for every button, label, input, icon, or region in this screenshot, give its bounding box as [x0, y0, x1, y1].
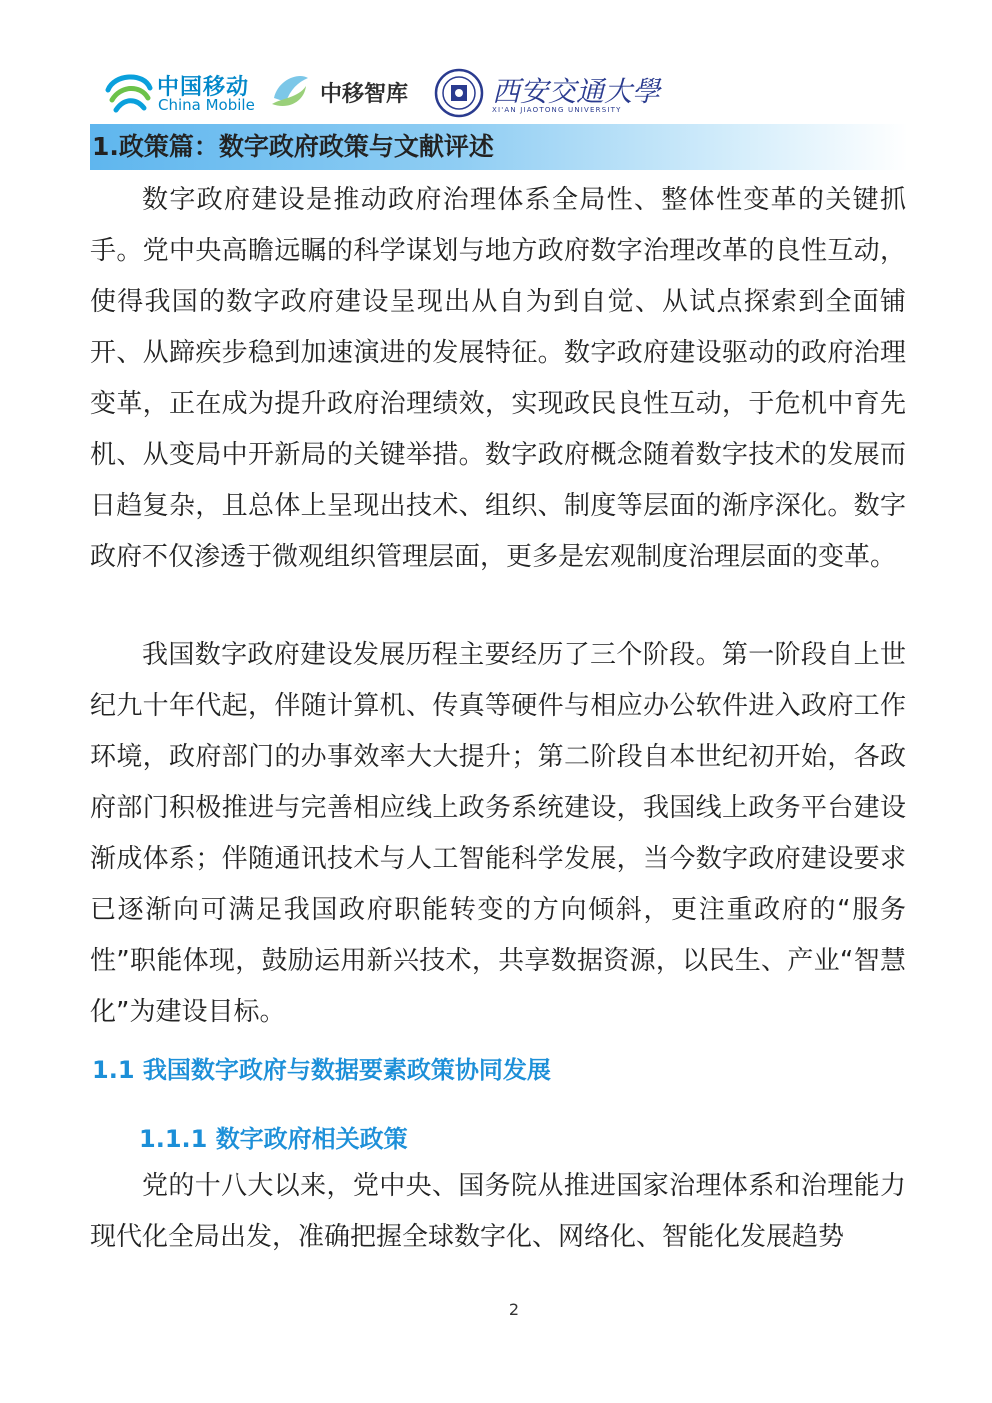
page-number: 2 — [508, 1300, 520, 1319]
section-title: 1.政策篇：数字政府政策与文献评述 — [92, 132, 494, 161]
heading-1-1-1: 1.1.1 数字政府相关政策 — [139, 1125, 408, 1153]
paragraph-intro: 数字政府建设是推动政府治理体系全局性、整体性变革的关键抓手。党中央高瞻远瞩的科学谋划与地方政府数字治理改革的良性互动，使得我国的数字政府建设呈现出从自为到自觉、从试点探索到全面铺开、从蹄疾步稳到加速演进的发展特征。数字政府建设驱动的政府治理变革，正在成为提升政府治理绩效，实现政民良性互动，于危机中育先机、从变局中开新局的关键举措。数字政府概念随着数字技术的发展而日趋复杂，且总体上呈现出技术、组织、制度等层面的渐序深化。数字政府不仅渗透于微观组织管理层面，更多是宏观制度治理层面的变革。 — [90, 185, 906, 572]
xjtu-en-label: XI'AN JIAOTONG UNIVERSITY — [492, 106, 622, 114]
zhongyi-think-tank-label: 中移智库 — [320, 82, 409, 107]
china-mobile-logo-icon — [104, 70, 154, 116]
header-logos — [100, 64, 660, 120]
paragraph-policy: 党的十八大以来，党中央、国务院从推进国家治理体系和治理能力现代化全局出发，准确把握全球数字化、网络化、智能化发展趋势 — [90, 1171, 906, 1252]
paragraph-history: 我国数字政府建设发展历程主要经历了三个阶段。第一阶段自上世纪九十年代起，伴随计算机、传真等硬件与相应办公软件进入政府工作环境，政府部门的办事效率大大提升；第二阶段自本世纪初开始，各政府部门积极推进与完善相应线上政务系统建设，我国线上政务平台建设渐成体系；伴随通讯技术与人工智能科学发展，当今数字政府建设要求已逐渐向可满足我国政府职能转变的方向倾斜，更注重政府的“服务性”职能体现，鼓励运用新兴技术，共享数据资源，以民生、产业“智慧化”为建设目标。 — [90, 640, 906, 1027]
china-mobile-en-label: China Mobile — [158, 96, 255, 114]
xjtu-cn-label: 西安交通大學 — [492, 75, 661, 108]
zhongyi-think-tank-logo-icon — [268, 68, 312, 112]
china-mobile-cn-label: 中国移动 — [157, 75, 250, 100]
heading-1-1: 1.1 我国数字政府与数据要素政策协同发展 — [92, 1056, 551, 1084]
xjtu-emblem-icon — [434, 68, 484, 118]
